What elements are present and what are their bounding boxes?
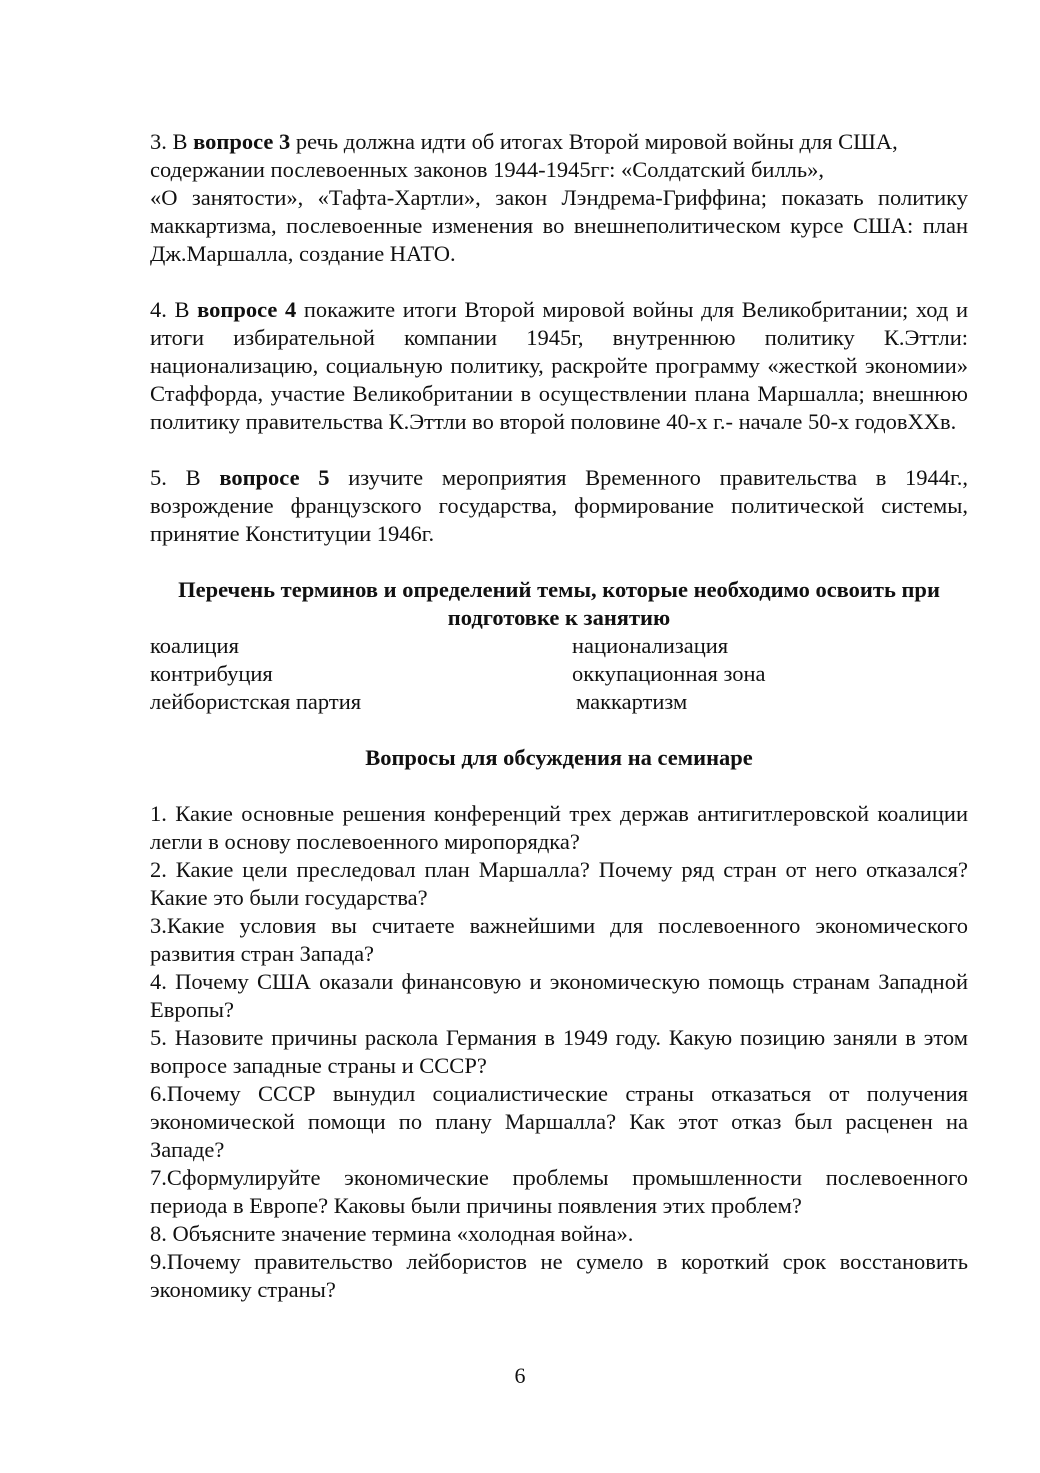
term: коалиция <box>150 633 239 658</box>
question-item: 2. Какие цели преследовал план Маршалла? Почему ряд стран от него отказался? Какие это были государства? <box>150 857 968 910</box>
paragraph-3-body: «О занятости», «Тафта-Хартли», закон Лэндрема-Гриффина; показать политику маккартизма, послевоенные изменения во внешнеполитическом курсе США: план Дж.Маршалла, создание НАТО. <box>150 185 968 266</box>
paragraph-3-line1 <box>150 128 968 184</box>
question-item: 4. Почему США оказали финансовую и экономическую помощь странам Западной Европы? <box>150 969 968 1022</box>
term: национализация <box>572 633 729 658</box>
questions-heading: Вопросы для обсуждения на семинаре <box>365 745 753 770</box>
question-item: 9.Почему правительство лейбористов не сумело в короткий срок восстановить экономику страны? <box>150 1249 968 1302</box>
paragraph-number: 4. В <box>150 297 198 322</box>
paragraph-question-5 <box>150 464 968 548</box>
bold-term: вопросе 3 <box>193 129 291 154</box>
question-item: 8. Объясните значение термина «холодная война». <box>150 1221 634 1246</box>
paragraph-text: речь должна идти об итогах Второй мировой войны для США, содержании послевоенных законов 1944-1945гг: «Солдатский билль», <box>150 129 898 182</box>
paragraph-text: изучите мероприятия Временного правительства в 1944г., возрождение французского государства, формирование политической системы, принятие Конституции 1946г. <box>150 465 968 546</box>
question-item: 7.Сформулируйте экономические проблемы промышленности послевоенного периода в Европе? Каковы были причины появления этих проблем? <box>150 1165 968 1218</box>
term: контрибуция <box>150 661 273 686</box>
term: маккартизм <box>576 689 688 714</box>
term: оккупационная зона <box>572 661 766 686</box>
paragraph-question-4 <box>150 296 968 436</box>
paragraph-number: 3. В <box>150 129 194 154</box>
bold-term: вопросе 5 <box>219 465 330 490</box>
page-content <box>150 128 968 1304</box>
question-item: 5. Назовите причины раскола Германия в 1949 году. Какую позицию заняли в этом вопросе западные страны и СССР? <box>150 1025 968 1078</box>
questions-list <box>150 800 968 1304</box>
term: лейбористская партия <box>150 689 362 714</box>
question-item: 3.Какие условия вы считаете важнейшими для послевоенного экономического развития стран Запада? <box>150 913 968 966</box>
page-number: 6 <box>514 1363 526 1388</box>
question-item: 1. Какие основные решения конференций трех держав антигитлеровской коалиции легли в основу послевоенного миропорядка? <box>150 801 968 854</box>
paragraph-number: 5. В <box>150 465 220 490</box>
paragraph-text: покажите итоги Второй мировой войны для Великобритании; ход и итоги избирательной компании 1945г, внутреннюю политику К.Эттли: национализацию, социальную политику, раскройте программу «жесткой экономии» Стаффорда, участие Великобритании в осуществлении плана Маршалла; внешнюю политику правительства К.Эттли во второй половине 40-х г.- начале 50-х годовXXв. <box>150 297 968 434</box>
bold-term: вопросе 4 <box>197 297 297 322</box>
terms-list <box>150 632 968 716</box>
terms-heading: Перечень терминов и определений темы, которые необходимо освоить при подготовке к занятию <box>178 577 940 630</box>
paragraph-question-3 <box>150 128 968 268</box>
question-item: 6.Почему СССР вынудил социалистические страны отказаться от получения экономической помощи по плану Маршалла? Как этот отказ был расценен на Западе? <box>150 1081 968 1162</box>
